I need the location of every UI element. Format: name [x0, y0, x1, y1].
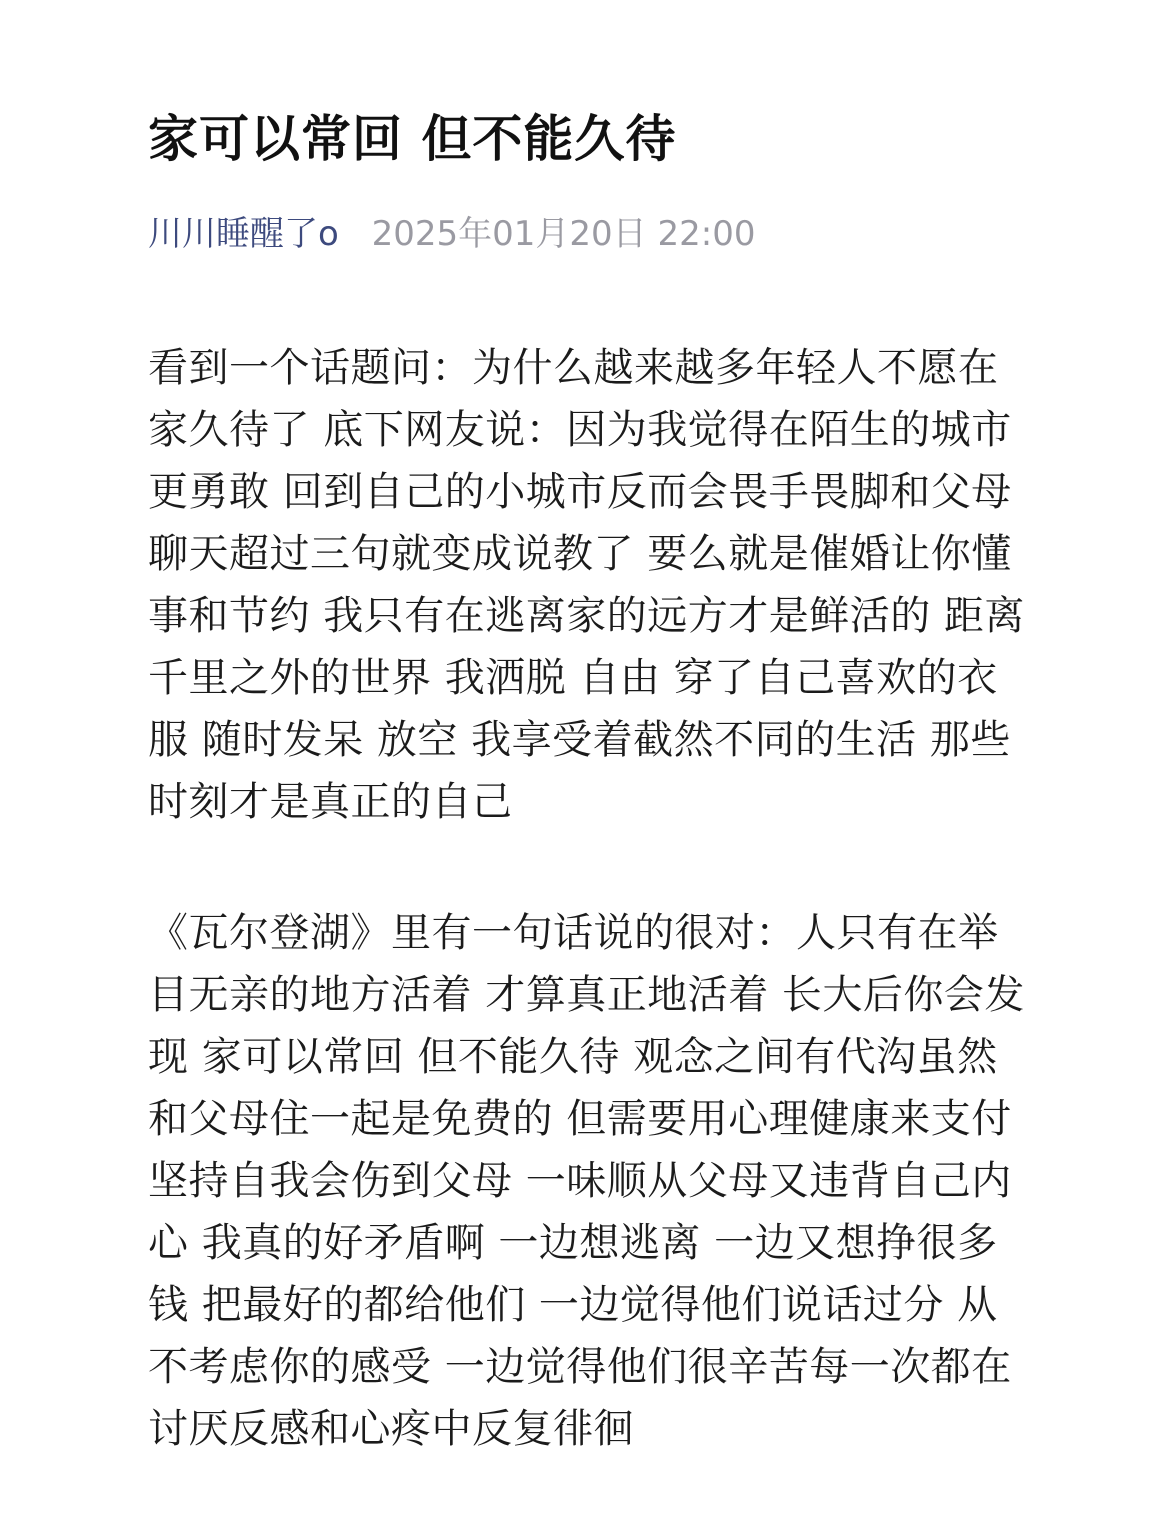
author-name[interactable]: 川川睡醒了o: [148, 214, 339, 254]
article-paragraph-1: 看到一个话题问：为什么越来越多年轻人不愿在家久待了 底下网友说：因为我觉得在陌生的城市更勇敢 回到自己的小城市反而会畏手畏脚和父母聊天超过三句就变成说教了 要么就是催婚让你懂事和节约 我只有在逃离家的远方才是鲜活的 距离千里之外的世界 我洒脱 自由 穿了自己喜欢的衣服 随时发呆 放空 我享受着截然不同的生活 那些时刻才是真正的自己: [148, 345, 1025, 825]
publish-date: 2025年01月20日 22:00: [371, 214, 756, 254]
article-meta: [148, 208, 755, 260]
article-paragraph-2: 《瓦尔登湖》里有一句话说的很对：人只有在举目无亲的地方活着 才算真正地活着 长大后你会发现 家可以常回 但不能久待 观念之间有代沟虽然和父母住一起是免费的 但需要用心理健康来支付 坚持自我会伤到父母 一味顺从父母又违背自己内心 我真的好矛盾啊 一边想逃离 一边又想挣很多钱 把最好的都给他们 一边觉得他们说话过分 从不考虑你的感受 一边觉得他们很辛苦每一次都在讨厌反感和心疼中反复徘徊: [148, 910, 1025, 1452]
article-title: 家可以常回 但不能久待: [148, 110, 677, 168]
